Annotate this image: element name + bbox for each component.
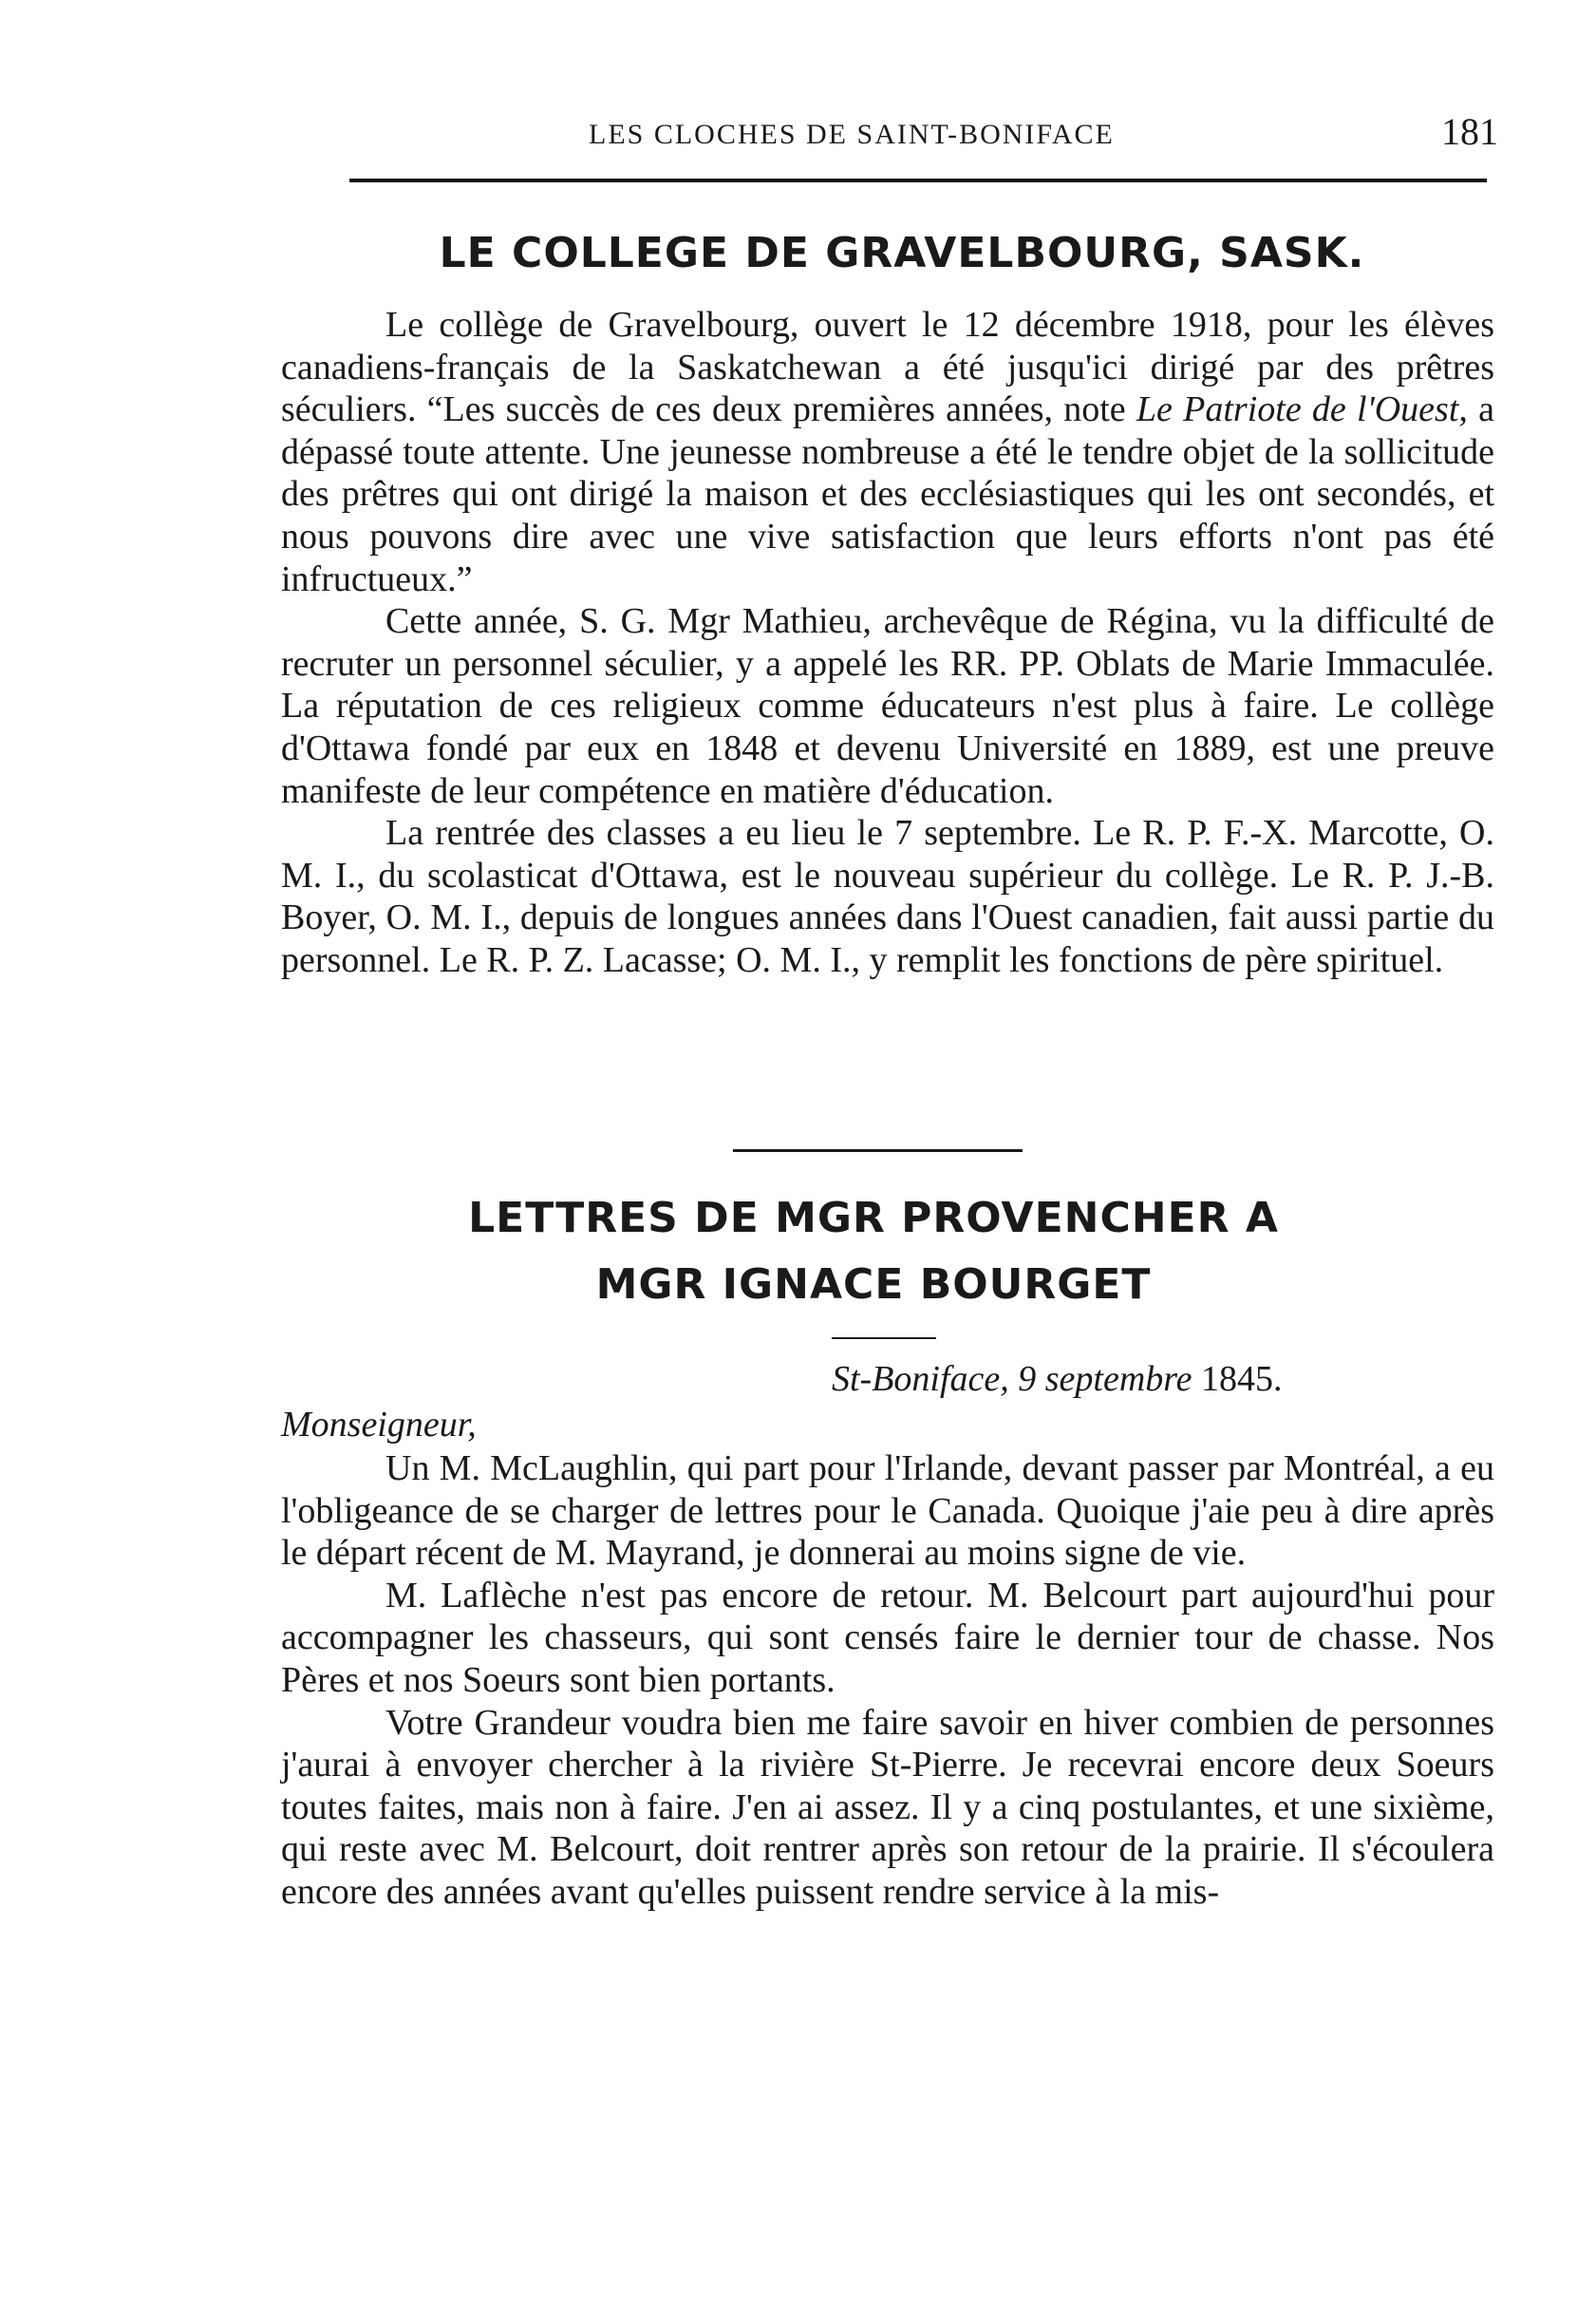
title-underline: [832, 1337, 936, 1339]
paragraph: La rentrée des classes a eu lieu le 7 septembre. Le R. P. F.-X. Marcotte, O. M. I., du scolasticat d'Ottawa, est le nouveau supérieur du collège. Le R. P. J.-B. Boyer, O. M. I., depuis de longues années dans l'Ouest canadien, fait aussi partie du personnel. Le R. P. Z. Lacasse; O. M. I., y remplit les fonctions de père spirituel.: [281, 813, 1494, 980]
article-title-provencher: [285, 1185, 1462, 1318]
paragraph: Un M. McLaughlin, qui part pour l'Irlande, devant passer par Montréal, a eu l'obligeance de se charger de lettres pour le Canada. Quoique j'aie peu à dire après le départ récent de M. Mayrand, je donnerai au moins signe de vie.: [281, 1448, 1494, 1574]
paragraph: Votre Grandeur voudra bien me faire savoir en hiver combien de personnes j'aurai à envoyer chercher à la rivière St-Pierre. Je recevrai encore deux Soeurs toutes faites, mais non à faire. J'en ai assez. Il y a cinq postulantes, et une sixième, qui reste avec M. Belcourt, doit rentrer après son retour de la prairie. Il s'écoulera encore des années avant qu'elles puissent rendre service à la mis-: [281, 1702, 1494, 1912]
running-head: LES CLOCHES DE SAINT-BONIFACE: [589, 119, 1115, 150]
letter-salutation: Monseigneur,: [281, 1405, 477, 1445]
article-title-gravelbourg: LE COLLEGE DE GRAVELBOURG, SASK.: [439, 229, 1365, 277]
letter-body: [281, 1447, 1494, 1914]
paragraph: M. Laflèche n'est pas encore de retour. M. Belcourt part aujourd'hui pour accompagner les chasseurs, qui sont censés faire le dernier tour de chasse. Nos Pères et nos Soeurs sont bien portants.: [281, 1575, 1494, 1700]
title-line: MGR IGNACE BOURGET: [595, 1260, 1152, 1309]
paragraph: Cette année, S. G. Mgr Mathieu, archevêque de Régina, vu la difficulté de recruter un personnel séculier, y a appelé les RR. PP. Oblats de Marie Immaculée. La réputation de ces religieux comme éducateurs n'est plus à faire. Le collège d'Ottawa fondé par eux en 1848 et devenu Université en 1889, est une preuve manifeste de leur compétence en matière d'éducation.: [281, 601, 1494, 811]
article-body-gravelbourg: [281, 304, 1494, 982]
page-number: 181: [1441, 110, 1498, 153]
dateline-year: 1845.: [1201, 1359, 1283, 1399]
paragraph: [281, 304, 1494, 600]
section-separator: [733, 1149, 1023, 1152]
letter-dateline: [832, 1358, 1283, 1400]
title-line: LETTRES DE MGR PROVENCHER A: [468, 1194, 1279, 1242]
paragraph-text: Le collège de Gravelbourg, ouvert le 12 décembre 1918, pour les élèves canadiens-français de la Saskatchewan a été jusqu'ici dirigé par des prêtres séculiers. “Les succès de ces deux premières années, note: [281, 305, 1494, 430]
dateline-place: St-Boniface, 9 septembre: [832, 1359, 1192, 1399]
newspaper-title: Le Patriote de l'Ouest,: [1136, 389, 1468, 430]
header-rule: [349, 179, 1487, 182]
paragraph-text: a dépassé toute attente. Une jeunesse nombreuse a été le tendre objet de la sollicitude des prêtres qui ont dirigé la maison et des ecclésiastiques qui les ont secondés, et nous pouvons dire avec une vive satisfaction que leurs efforts n'ont pas été infructueux.”: [281, 389, 1494, 599]
